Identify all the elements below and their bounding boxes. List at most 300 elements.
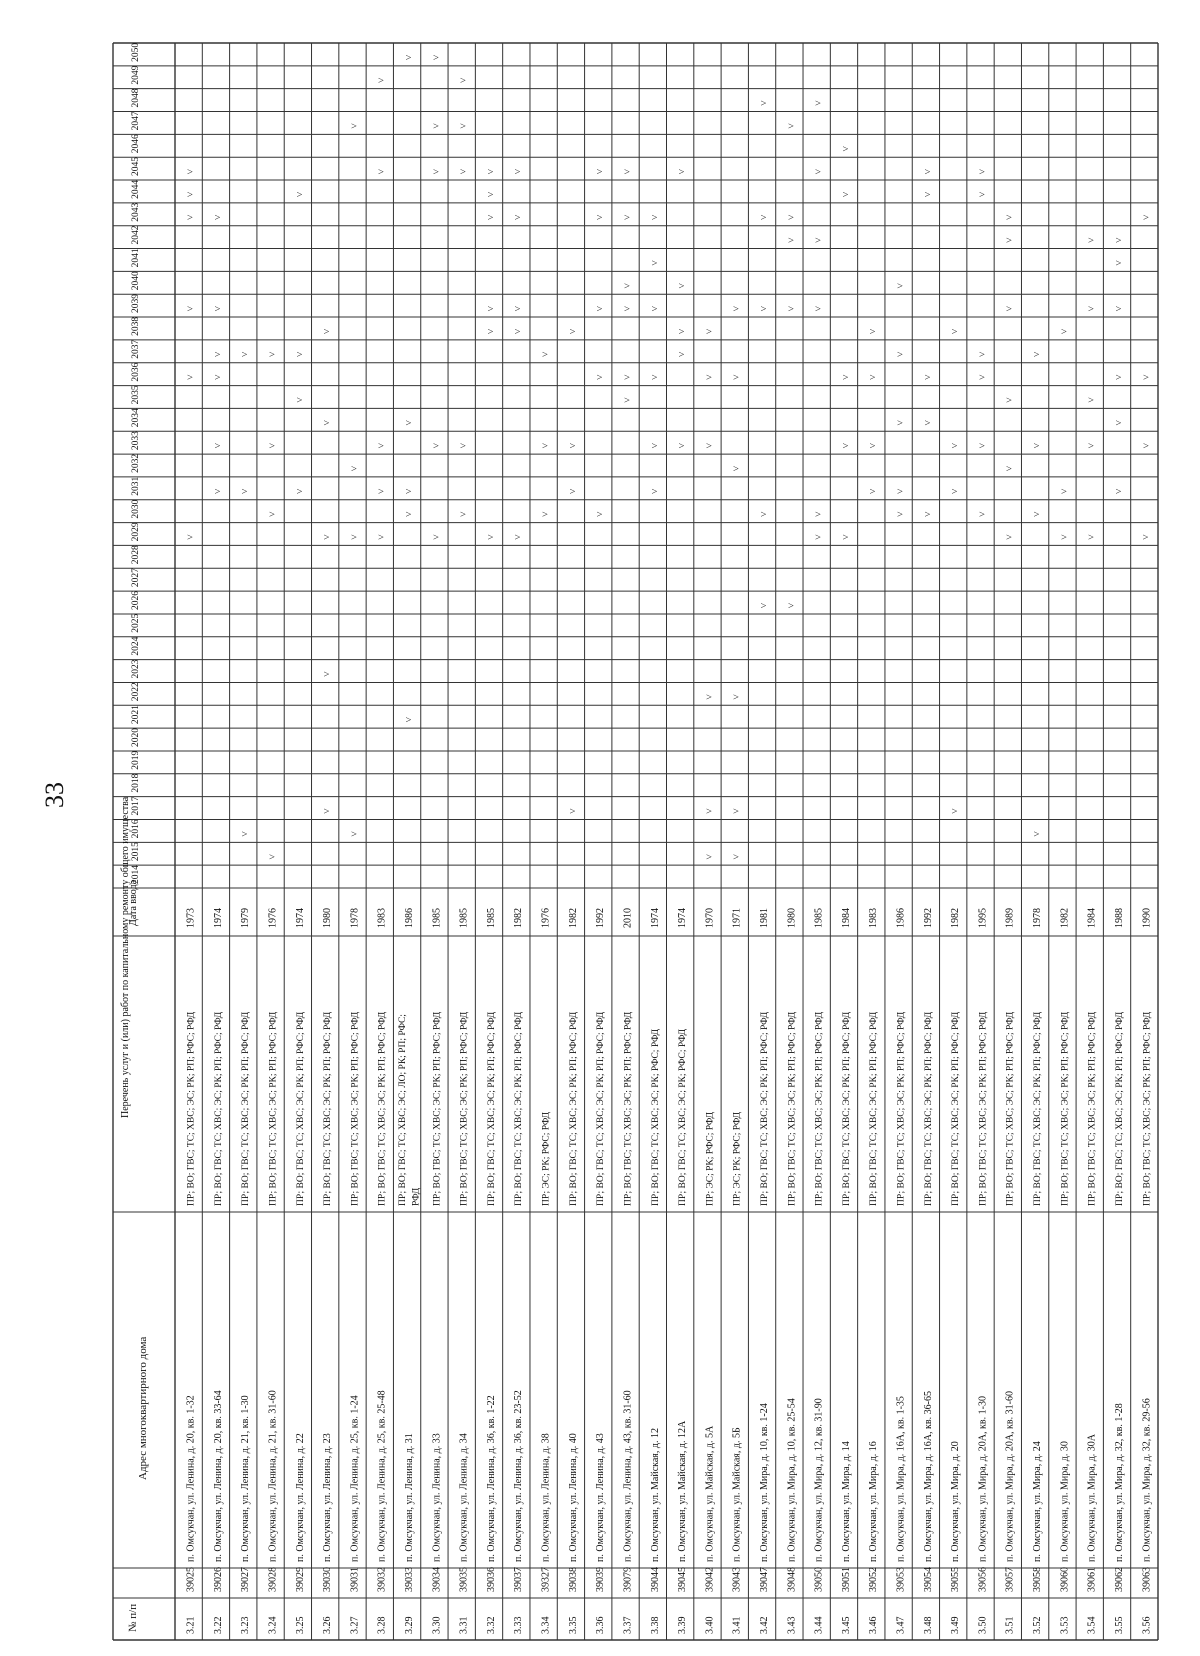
row-date: 1971 [731,908,743,928]
year-mark: ˅ [595,305,607,312]
year-mark: ˅ [840,442,852,449]
row-num: 3.43 [786,1616,798,1634]
year-header: 2026 [131,590,141,610]
row-id: 39054 [922,1567,934,1592]
row-date: 1984 [840,908,852,928]
year-mark: ˅ [1086,397,1098,403]
row-works: ПР; ВО; ГВС; ТС; ХВС; ЭС; РК; РП; РФС; РФД [350,1011,361,1206]
year-mark: ˅ [376,77,388,84]
year-mark: ˅ [840,534,852,540]
row-works: ПР; ВО; ГВС; ТС; ХВС; ЭС; РК; РП; РФС; РФД [241,1011,252,1206]
year-mark: ˅ [185,374,197,380]
year-header: 2046 [131,134,141,154]
year-mark: ˅ [294,488,306,495]
year-mark: ˅ [240,488,252,495]
year-header: 2020 [131,727,141,747]
year-mark: ˅ [267,511,279,517]
year-header: 2035 [131,385,141,405]
year-mark: ˅ [922,511,934,517]
row-date: 1976 [267,908,279,928]
row-date: 1985 [431,908,443,928]
year-mark: ˅ [212,488,224,495]
year-mark: ˅ [704,328,716,335]
year-mark: ˅ [895,511,907,517]
year-mark: ˅ [212,351,224,358]
year-mark: ˅ [376,534,388,540]
row-works-cont: РФД [411,1187,422,1206]
row-num: 3.42 [758,1616,770,1634]
year-mark: ˅ [595,214,607,221]
row-works: ПР; ВО; ГВС; ТС; ХВС; ЭС; РК; РП; РФС; РФД [923,1011,934,1206]
row-works: ПР; ЭС; РК; РФС; РФД [732,1111,743,1206]
year-header: 2014 [131,865,141,884]
row-address: п. Омсукчан, ул. Мира, д. 20А, кв. 1-30 [977,1396,989,1562]
header-address: Адрес многоквартирного дома [137,1336,149,1480]
row-id: 39062 [1113,1567,1125,1592]
year-mark: ˅ [677,282,689,289]
row-works: ПР; ВО; ГВС; ТС; ХВС; ЭС; РК; РП; РФС; РФД [1033,1011,1044,1206]
row-id: 39052 [868,1567,880,1592]
year-mark: ˅ [758,602,770,609]
year-mark: ˅ [294,191,306,198]
row-date: 1978 [349,908,361,928]
row-num: 3.30 [431,1616,443,1634]
year-mark: ˅ [1086,237,1098,243]
year-header: 2027 [131,568,141,588]
row-id: 39036 [485,1567,497,1592]
year-mark: ˅ [458,511,470,517]
year-mark: ˅ [813,534,825,540]
row-num: 3.45 [840,1616,852,1634]
year-mark: ˅ [1004,214,1016,221]
year-header: 2031 [131,476,141,496]
year-mark: ˅ [1113,420,1125,426]
year-mark: ˅ [185,534,197,540]
year-mark: ˅ [349,534,361,540]
row-num: 3.33 [513,1616,525,1634]
year-mark: ˅ [1113,374,1125,380]
year-mark: ˅ [1004,534,1016,540]
year-mark: ˅ [212,374,224,380]
year-mark: ˅ [322,420,334,426]
year-mark: ˅ [922,168,934,175]
row-id: 39056 [977,1567,989,1592]
row-works: ПР; ВО; ГВС; ТС; ХВС; ЭС; РК; РП; РФС; РФД [295,1011,306,1206]
row-works: ПР; ВО; ГВС; ТС; ХВС; ЭС; РК; РП; РФС; РФД [377,1011,388,1206]
row-num: 3.25 [294,1616,306,1634]
year-mark: ˅ [349,831,361,837]
year-mark: ˅ [622,282,634,289]
year-mark: ˅ [322,328,334,335]
row-address: п. Омсукчан, ул. Мира, д. 16 [868,1441,880,1562]
year-mark: ˅ [485,168,497,175]
row-address: п. Омсукчан, ул. Мира, д. 20 [950,1441,962,1562]
row-address: п. Омсукчан, ул. Мира, д. 16А, кв. 1-35 [895,1396,907,1562]
year-mark: ˅ [813,100,825,106]
row-date: 1992 [922,908,934,928]
year-mark: ˅ [1032,831,1044,837]
row-id: 39032 [376,1567,388,1592]
row-address: п. Омсукчан, ул. Мира, д. 12, кв. 31-90 [813,1398,825,1562]
year-mark: ˅ [294,351,306,358]
row-id: 39027 [240,1567,252,1592]
year-mark: ˅ [267,442,279,449]
year-header: 2023 [131,659,141,679]
year-mark: ˅ [595,511,607,517]
row-address: п. Омсукчан, ул. Ленина, д. 22 [294,1433,306,1562]
row-works: ПР; ВО; ГВС; ТС; ХВС; ЭС; РК; РП; РФС; РФД [568,1011,579,1206]
row-date: 1986 [895,908,907,928]
row-works: ПР; ЭС; РК; РФС; РФД [705,1111,716,1206]
year-mark: ˅ [649,442,661,449]
row-id: 39030 [322,1567,334,1592]
row-works: ПР; ВО; ГВС; ТС; ХВС; ЭС; РК; РП; РФС; РФД [841,1011,852,1206]
year-mark: ˅ [567,442,579,449]
row-date: 1983 [868,908,880,928]
row-address: п. Омсукчан, ул. Майская, д. 12А [677,1420,689,1562]
row-id: 39028 [267,1567,279,1592]
year-mark: ˅ [977,374,989,380]
row-id: 39043 [731,1567,743,1592]
year-mark: ˅ [1032,511,1044,517]
row-id: 39051 [840,1567,852,1592]
year-mark: ˅ [1113,260,1125,266]
year-mark: ˅ [485,191,497,198]
year-mark: ˅ [513,214,525,221]
row-num: 3.27 [349,1616,361,1634]
row-date: 1990 [1141,908,1153,928]
row-date: 1974 [677,908,689,928]
page-number: 33 [40,782,69,808]
year-mark: ˅ [649,260,661,266]
year-mark: ˅ [404,488,416,495]
year-header: 2034 [131,408,141,428]
row-date: 1979 [240,908,252,928]
row-address: п. Омсукчан, ул. Мира, д. 14 [840,1441,852,1562]
year-mark: ˅ [431,168,443,175]
year-mark: ˅ [622,397,634,403]
row-address: п. Омсукчан, ул. Ленина, д. 23 [322,1433,334,1562]
row-date: 1985 [458,908,470,928]
row-id: 39039 [595,1567,607,1592]
row-address: п. Омсукчан, ул. Мира, д. 30 [1059,1441,1071,1562]
year-mark: ˅ [540,351,552,358]
year-mark: ˅ [704,442,716,449]
year-mark: ˅ [731,305,743,312]
year-header: 2047 [131,111,141,131]
year-mark: ˅ [349,465,361,472]
row-works: ПР; ВО; ГВС; ТС; ХВС; ЭС; РК; РП; РФС; РФД [596,1011,607,1206]
row-num: 3.28 [376,1616,388,1634]
row-num: 3.55 [1113,1616,1125,1634]
row-date: 1981 [758,908,770,928]
year-mark: ˅ [758,214,770,221]
year-mark: ˅ [813,305,825,312]
row-date: 1976 [540,908,552,928]
year-mark: ˅ [1059,488,1071,495]
year-mark: ˅ [513,305,525,312]
row-date: 1989 [1004,908,1016,928]
row-id: 39057 [1004,1567,1016,1592]
year-mark: ˅ [1141,442,1153,449]
row-date: 1986 [404,908,416,928]
row-date: 2010 [622,908,634,928]
row-num: 3.44 [813,1616,825,1634]
row-works: ПР; ВО; ГВС; ТС; ХВС; ЭС; РК; РП; РФС; РФД [759,1011,770,1206]
year-mark: ˅ [513,168,525,175]
year-mark: ˅ [731,465,743,472]
year-mark: ˅ [622,374,634,380]
year-header: 2040 [131,271,141,291]
row-works: ПР; ВО; ГВС; ТС; ХВС; ЭС; РК; РП; РФС; РФД [896,1011,907,1206]
row-address: п. Омсукчан, ул. Майская, д. 12 [649,1428,661,1562]
row-num: 3.37 [622,1616,634,1634]
year-mark: ˅ [704,853,716,860]
year-mark: ˅ [1004,305,1016,312]
row-date: 1978 [1032,908,1044,928]
row-num: 3.41 [731,1616,743,1634]
year-mark: ˅ [485,534,497,540]
row-date: 1980 [786,908,798,928]
year-mark: ˅ [1113,305,1125,312]
row-date: 1984 [1086,908,1098,928]
year-mark: ˅ [431,442,443,449]
row-address: п. Омсукчан, ул. Ленина, д. 20, кв. 1-32 [185,1395,197,1562]
year-mark: ˅ [1086,305,1098,312]
row-id: 39033 [404,1567,416,1592]
year-mark: ˅ [895,420,907,426]
row-id: 39035 [458,1567,470,1592]
year-mark: ˅ [567,328,579,335]
year-mark: ˅ [1113,237,1125,243]
year-mark: ˅ [758,100,770,106]
year-header: 2041 [131,248,141,268]
row-address: п. Омсукчан, ул. Майская, д. 5Б [731,1427,743,1562]
row-works: ПР; ВО; ГВС; ТС; ХВС; ЭС; РК; РП; РФС; РФД [814,1011,825,1206]
year-mark: ˅ [977,168,989,175]
row-date: 1992 [595,908,607,928]
row-id: 39031 [349,1567,361,1592]
row-id: 39038 [567,1567,579,1592]
row-id: 39044 [649,1567,661,1592]
year-mark: ˅ [431,123,443,129]
year-mark: ˅ [622,214,634,221]
year-header: 2025 [131,613,141,633]
row-address: п. Омсукчан, ул. Мира, д. 30А [1086,1433,1098,1562]
year-header: 2032 [131,453,141,473]
year-mark: ˅ [1141,214,1153,221]
year-header: 2019 [131,750,141,770]
row-id: 39029 [294,1567,306,1592]
year-mark: ˅ [567,488,579,495]
year-mark: ˅ [649,488,661,495]
row-id: 39026 [212,1567,224,1592]
year-mark: ˅ [376,488,388,495]
row-works: ПР; ВО; ГВС; ТС; ХВС; ЭС; РК; РП; РФС; РФД [323,1011,334,1206]
row-address: п. Омсукчан, ул. Мира, д. 20А, кв. 31-60 [1004,1391,1016,1562]
row-num: 3.39 [677,1616,689,1634]
year-mark: ˅ [376,168,388,175]
year-mark: ˅ [786,602,798,609]
row-address: п. Омсукчан, ул. Ленина, д. 38 [540,1433,552,1562]
row-id: 39063 [1141,1567,1153,1592]
year-mark: ˅ [840,374,852,380]
year-mark: ˅ [376,442,388,449]
row-address: п. Омсукчан, ул. Ленина, д. 40 [567,1433,579,1562]
row-address: п. Омсукчан, ул. Ленина, д. 36, кв. 23-52 [513,1390,525,1562]
row-works: ПР; ВО; ГВС; ТС; ХВС; ЭС; РК; РП; РФС; РФД [623,1011,634,1206]
year-mark: ˅ [977,191,989,198]
year-mark: ˅ [895,488,907,495]
year-mark: ˅ [758,305,770,312]
year-mark: ˅ [458,442,470,449]
row-works: ПР; ВО; ГВС; ТС; ХВС; ЭС; РК; РП; РФС; РФД [459,1011,470,1206]
year-mark: ˅ [1113,488,1125,495]
row-num: 3.29 [404,1616,416,1634]
year-header: 2042 [131,225,141,245]
year-mark: ˅ [431,534,443,540]
year-mark: ˅ [868,488,880,495]
year-mark: ˅ [704,374,716,380]
year-mark: ˅ [950,488,962,495]
year-mark: ˅ [540,511,552,517]
year-mark: ˅ [840,145,852,152]
row-works: ПР; ВО; ГВС; ТС; ХВС; ЭС; РК; РП; РФС; РФД [1114,1011,1125,1206]
year-mark: ˅ [704,694,716,700]
year-mark: ˅ [294,397,306,403]
year-mark: ˅ [404,54,416,61]
row-num: 3.49 [950,1616,962,1634]
year-mark: ˅ [185,168,197,175]
row-id: 39025 [185,1567,197,1592]
row-num: 3.31 [458,1616,470,1634]
row-works: ПР; ВО; ГВС; ТС; ХВС; ЭС; РК; РП; РФС; РФД [432,1011,443,1206]
year-mark: ˅ [731,853,743,860]
year-mark: ˅ [567,808,579,814]
row-id: 39042 [704,1567,716,1592]
year-mark: ˅ [895,351,907,358]
year-mark: ˅ [868,328,880,335]
row-address: п. Омсукчан, ул. Мира, д. 24 [1032,1441,1044,1562]
year-mark: ˅ [1086,534,1098,540]
year-header: 2044 [131,179,141,199]
row-num: 3.56 [1141,1616,1153,1634]
year-mark: ˅ [786,305,798,312]
row-address: п. Омсукчан, ул. Ленина, д. 25, кв. 1-24 [349,1395,361,1562]
row-num: 3.46 [868,1616,880,1634]
year-mark: ˅ [404,420,416,426]
year-header: 2048 [131,88,141,108]
row-num: 3.26 [322,1616,334,1634]
year-mark: ˅ [977,351,989,358]
year-mark: ˅ [813,511,825,517]
row-works: ПР; ВО; ГВС; ТС; ХВС; ЭС; РК; РП; РФС; РФД [1087,1011,1098,1206]
row-works: ПР; ВО; ГВС; ТС; ХВС; ЭС; РК; РФС; РФД [678,1028,689,1206]
row-date: 1995 [977,908,989,928]
year-header: 2038 [131,316,141,336]
row-address: п. Омсукчан, ул. Ленина, д. 21, кв. 1-30 [240,1395,252,1562]
row-id: 39037 [513,1567,525,1592]
row-address: п. Омсукчан, ул. Ленина, д. 21, кв. 31-60 [267,1390,279,1562]
year-mark: ˅ [267,853,279,860]
year-mark: ˅ [977,511,989,517]
row-works: ПР; ВО; ГВС; ТС; ХВС; ЭС; РК; РП; РФС; РФД [978,1011,989,1206]
year-mark: ˅ [1059,328,1071,335]
row-id: 39034 [431,1567,443,1592]
year-mark: ˅ [868,442,880,449]
row-num: 3.34 [540,1616,552,1634]
row-id: 39053 [895,1567,907,1592]
row-address: п. Омсукчан, ул. Ленина, д. 36, кв. 1-22 [485,1395,497,1562]
year-mark: ˅ [786,123,798,129]
row-works: ПР; ВО; ГВС; ТС; ХВС; ЭС; РК; РФС; РФД [650,1028,661,1206]
year-mark: ˅ [458,77,470,84]
row-date: 1974 [649,908,661,928]
year-header: 2017 [131,796,141,816]
year-header: 2018 [131,773,141,793]
row-date: 1980 [322,908,334,928]
year-mark: ˅ [922,420,934,426]
year-mark: ˅ [404,716,416,723]
year-mark: ˅ [950,442,962,449]
year-mark: ˅ [322,808,334,814]
row-works: ПР; ВО; ГВС; ТС; ХВС; ЭС; РК; РП; РФС; РФД [1142,1011,1153,1206]
row-date: 1988 [1113,908,1125,928]
row-num: 3.51 [1004,1616,1016,1634]
year-mark: ˅ [513,328,525,335]
row-num: 3.47 [895,1616,907,1634]
year-header: 2050 [131,42,141,62]
year-mark: ˅ [922,191,934,198]
year-mark: ˅ [1059,534,1071,540]
row-works: ПР; ВО; ГВС; ТС; ХВС; ЭС; РК; РП; РФС; РФД [186,1011,197,1206]
row-address: п. Омсукчан, ул. Мира, д. 32, кв. 29-56 [1141,1398,1153,1562]
year-mark: ˅ [349,123,361,129]
year-mark: ˅ [595,168,607,175]
row-num: 3.50 [977,1616,989,1634]
year-header: 2022 [131,682,141,702]
year-mark: ˅ [458,168,470,175]
row-address: п. Омсукчан, ул. Ленина, д. 25, кв. 25-48 [376,1390,388,1562]
row-works: ПР; ВО; ГВС; ТС; ХВС; ЭС; РК; РП; РФС; РФД [951,1011,962,1206]
row-works: ПР; ВО; ГВС; ТС; ХВС; ЭС; ЛО; РК; РП; РФС; [397,1014,408,1206]
row-address: п. Омсукчан, ул. Ленина, д. 33 [431,1433,443,1562]
row-num: 3.23 [240,1616,252,1634]
year-mark: ˅ [1004,237,1016,243]
header-num: № п/п [127,1603,139,1632]
row-id: 39058 [1032,1567,1044,1592]
row-address: п. Омсукчан, ул. Ленина, д. 34 [458,1433,470,1562]
year-mark: ˅ [649,214,661,221]
row-works: ПР; ВО; ГВС; ТС; ХВС; ЭС; РК; РП; РФС; РФД [1060,1011,1071,1206]
year-mark: ˅ [485,328,497,335]
row-id: 39050 [813,1567,825,1592]
year-mark: ˅ [649,374,661,380]
year-header: 2037 [131,339,141,359]
year-header: 2015 [131,842,141,862]
year-header: 2021 [131,705,141,725]
row-num: 3.53 [1059,1616,1071,1634]
year-mark: ˅ [595,374,607,380]
year-mark: ˅ [540,442,552,449]
year-mark: ˅ [322,671,334,677]
year-mark: ˅ [622,305,634,312]
year-mark: ˅ [950,808,962,814]
year-mark: ˅ [1086,442,1098,449]
year-mark: ˅ [758,511,770,517]
row-num: 3.24 [267,1616,279,1634]
year-mark: ˅ [677,168,689,175]
